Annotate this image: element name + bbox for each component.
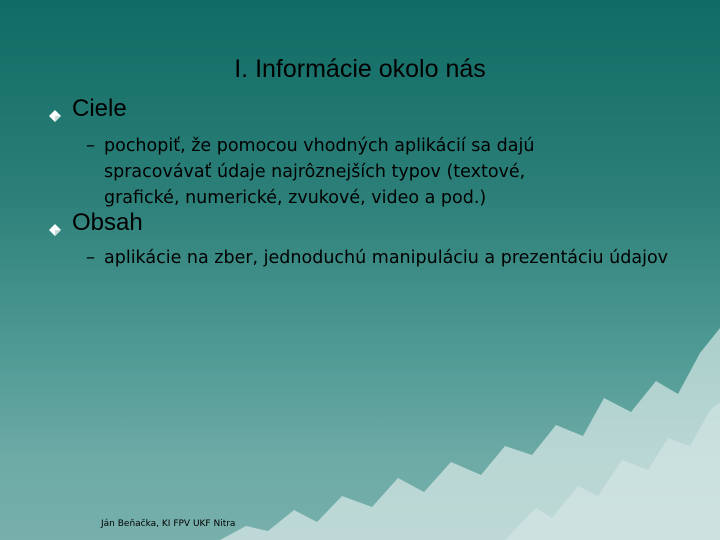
footer-author: Ján Beňačka, KI FPV UKF Nitra (101, 519, 236, 529)
sub-bullet-ciele: pochopiť, že pomocou vhodných aplikácií sa dajú spracovávať údaje najrôznejších typov (textové, grafické, numerické, zvukové, video a pod.) (104, 136, 535, 208)
slide-title: I. Informácie okolo nás (234, 55, 486, 83)
diamond-bullet-icon (49, 110, 61, 122)
sub-bullet-dash: – (86, 247, 95, 268)
sub-bullet-obsah: aplikácie na zber, jednoduchú manipuláciu a prezentáciu údajov (104, 248, 669, 268)
sub-bullet-dash: – (86, 135, 95, 156)
bullet-ciele: Ciele (72, 95, 127, 122)
diamond-bullet-icon (49, 224, 61, 236)
bullet-obsah: Obsah (72, 209, 143, 236)
